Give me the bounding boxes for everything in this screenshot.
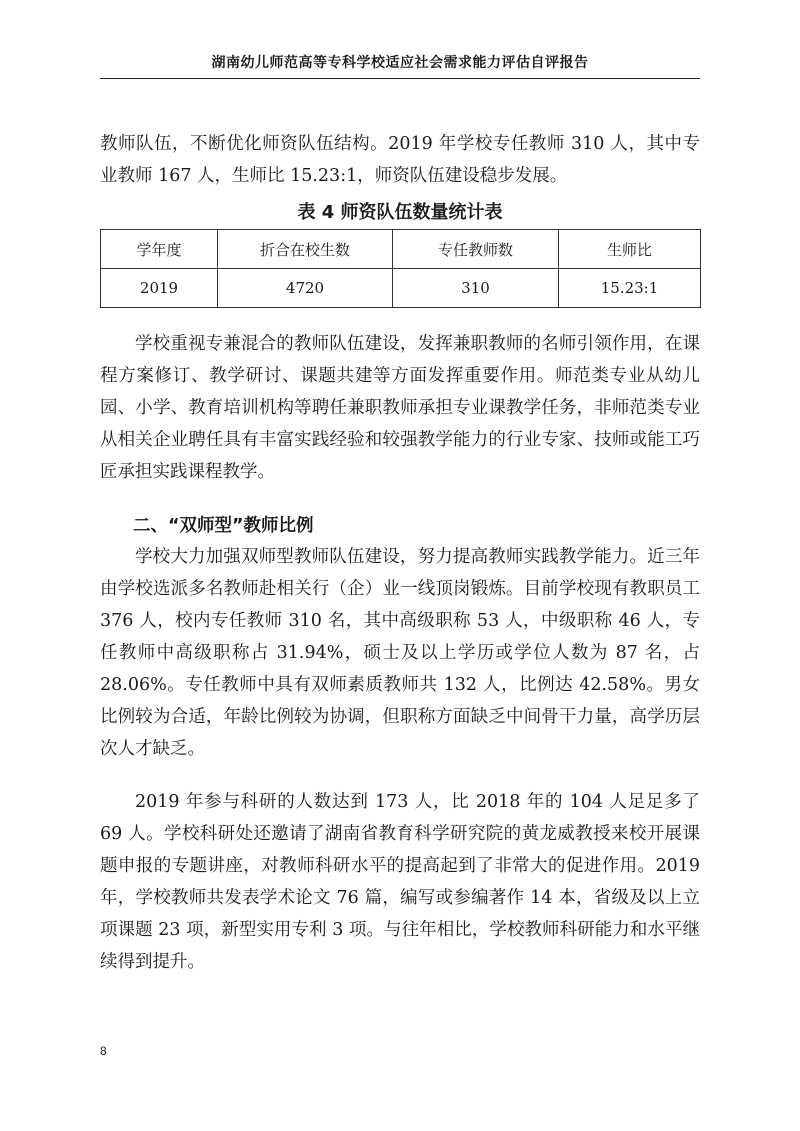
table-header-row — [101, 230, 701, 269]
page-number: 8 — [100, 1044, 107, 1058]
table-header-cell: 生师比 — [559, 230, 701, 269]
table-title: 表 4 师资队伍数量统计表 — [297, 202, 503, 223]
table-cell: 2019 — [101, 269, 218, 308]
section-heading: 二、“双师型”教师比例 — [133, 516, 314, 536]
header-rule — [100, 78, 700, 79]
running-header: 湖南幼儿师范高等专科学校适应社会需求能力评估自评报告 — [211, 55, 589, 71]
table-header-cell: 折合在校生数 — [218, 230, 393, 269]
paragraph-4: 2019 年参与科研的人数达到 173 人，比 2018 年的 104 人足足多了 69 人。学校科研处还邀请了湖南省教育科学研究院的黄龙威教授来校开展课题申报的专题讲座，对教师科研水平的提高起到了非常大的促进作用。2019 年，学校教师共发表学术论文 76 篇，编写或参编著作 14 本，省级及以上立项课题 23 项，新型实用专利 3 项。与往年相比，学校教师科研能力和水平继续得到提升。 — [100, 792, 700, 972]
table-cell: 15.23:1 — [559, 269, 701, 308]
paragraph-1: 教师队伍，不断优化师资队伍结构。2019 年学校专任教师 310 人，其中专业教师 167 人，生师比 15.23:1，师资队伍建设稳步发展。 — [100, 134, 700, 186]
table-header-cell: 专任教师数 — [393, 230, 559, 269]
table-cell: 4720 — [218, 269, 393, 308]
table-cell: 310 — [393, 269, 559, 308]
table-header-cell: 学年度 — [101, 230, 218, 269]
table-row — [101, 269, 701, 308]
paragraph-2: 学校重视专兼混合的教师队伍建设，发挥兼职教师的名师引领作用，在课程方案修订、教学研讨、课题共建等方面发挥重要作用。师范类专业从幼儿园、小学、教育培训机构等聘任兼职教师承担专业课教学任务，非师范类专业从相关企业聘任具有丰富实践经验和较强教学能力的行业专家、技师或能工巧匠承担实践课程教学。 — [100, 334, 700, 482]
staff-statistics-table — [100, 229, 701, 308]
paragraph-3: 学校大力加强双师型教师队伍建设，努力提高教师实践教学能力。近三年由学校选派多名教师赴相关行（企）业一线顶岗锻炼。目前学校现有教职员工 376 人，校内专任教师 310 名，其中高级职称 53 人，中级职称 46 人，专任教师中高级职称占 31.94%，硕士及以上学历或学位人数为 87 名，占 28.06%。专任教师中具有双师素质教师共 132 人，比例达 42.58%。男女比例较为合适，年龄比例较为协调，但职称方面缺乏中间骨干力量，高学历层次人才缺乏。 — [100, 547, 700, 759]
